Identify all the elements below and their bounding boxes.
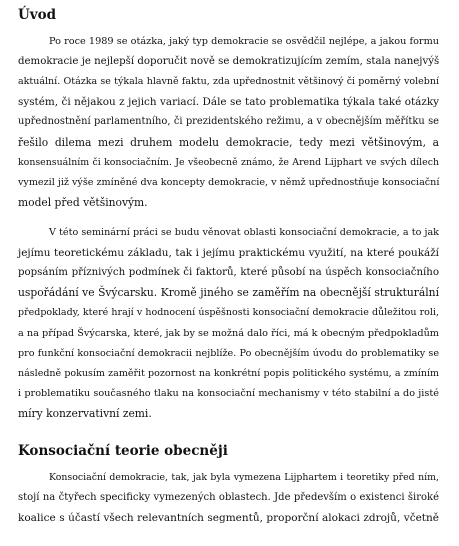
text-line: míry konzervativní zemi.	[18, 407, 152, 420]
text-line: systém, či nějakou z jejich variací. Dále se tato problematika týkala také otázky	[18, 96, 439, 108]
text-line: předpoklady, které hrají v hodnocení úspěšnosti konsociační demokracie důležitou roli,	[18, 307, 439, 318]
text-line: uspořádání ve Švýcarsku. Kromě jiného se zaměřím na obecnější strukturální	[18, 286, 439, 299]
text-line: popsáním příznivých podmínek či faktorů, které působí na úspěch konsociačního	[18, 267, 439, 278]
text-line: koalice s účastí všech relevantních segmentů, proporční alokaci zdrojů, včetně	[18, 512, 439, 524]
text-line: aktuální. Otázka se týkala hlavně faktu, zda upřednostnit většinový či poměrný volební	[18, 76, 439, 87]
text-line: následně pokusím zaměřit pozornost na konkrétní popis politického systému, a zmíním	[18, 368, 439, 379]
text-line: demokracie je nejlepší doporučit nově se demokratizujícím zemím, stala nanejvýš	[18, 56, 440, 67]
heading-uvod: Úvod	[18, 7, 57, 23]
text-line: vymezil již výše zmíněné dva koncepty demokracie, v němž upřednostňuje konsociační	[18, 177, 440, 188]
text-line: konsensuálním či konsociačním. Je všeobecně známo, že Arend Lijphart ve svých dílech	[18, 157, 439, 168]
text-line: Konsociační demokracie, tak, jak byla vymezena Lijphartem i teoretiky před ním,	[49, 472, 439, 483]
text-line: řešilo dilema mezi druhem modelu demokracie, tedy mezi většinovým, a	[18, 136, 439, 149]
heading-konsociacni-teorie: Konsociační teorie obecněji	[18, 443, 228, 459]
text-line: Po roce 1989 se otázka, jaký typ demokracie se osvědčil nejlépe, a jakou formu	[49, 36, 439, 47]
text-line: stojí na čtyřech specificky vymezených oblastech. Jde především o existenci široké	[18, 492, 439, 503]
text-line: upřednostnění parlamentního, či prezidentského režimu, a v obecnějším měřítku se	[18, 116, 439, 127]
text-line: i problematiku současného tlaku na konsociační mechanismy v této stabilní a do jisté	[18, 388, 439, 399]
text-line: pro funkční konsociační demokracii nejblíže. Po obecnějším úvodu do problematiky se	[18, 348, 439, 359]
text-line: jejímu teoretickému základu, tak i jejímu praktickému využití, na které poukáží	[18, 247, 439, 259]
text-line: a na případ Švýcarska, které, jak by se možná dalo říci, má k obecným předpokladům	[18, 328, 439, 339]
text-line: model před většinovým.	[18, 196, 148, 209]
text-line: V této seminární práci se budu věnovat oblasti konsociační demokracie, a to jak	[49, 227, 439, 238]
